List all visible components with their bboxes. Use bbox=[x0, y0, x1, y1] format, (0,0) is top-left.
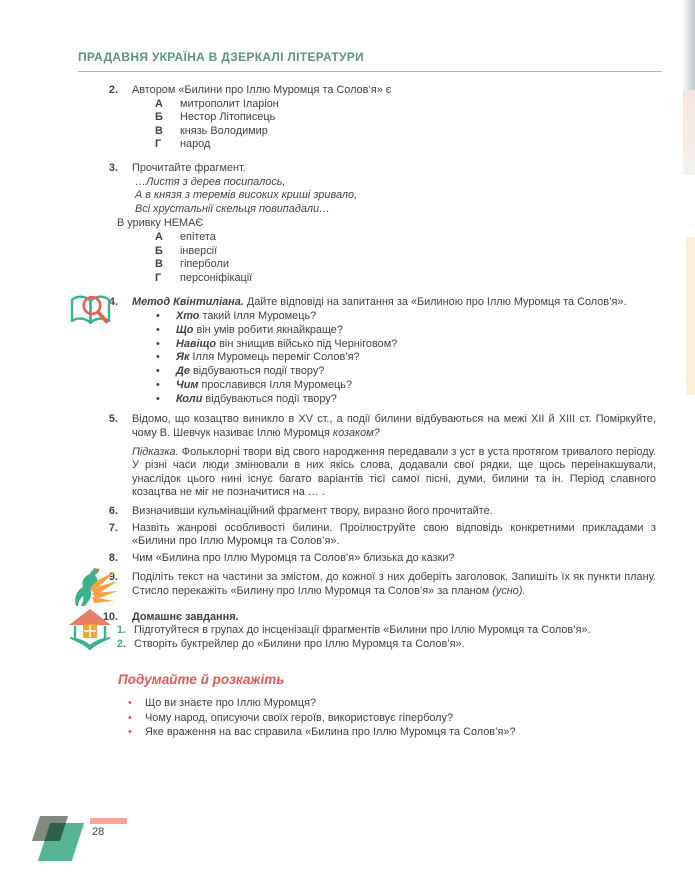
list-item bbox=[78, 696, 656, 711]
list-item bbox=[132, 351, 656, 365]
question-number: 6. bbox=[108, 505, 118, 518]
answer-option bbox=[132, 231, 656, 245]
question-number: 4. bbox=[108, 296, 118, 309]
quote-line: А в князя з теремів високих криші зривало, bbox=[135, 189, 358, 202]
option-letter: В bbox=[155, 124, 163, 137]
bullet-text: Ілля Муромець переміг Солов’я? bbox=[192, 351, 360, 364]
subitem-text: Створіть буктрейлер до «Билини про Іллю Муромця та Солов’я». bbox=[134, 637, 465, 650]
question-number: 7. bbox=[108, 521, 118, 534]
question-text: Назвіть жанрові особливості билини. Проілюструйте свою відповідь конкретними прикладами з «Билини про Іллю Муромця та Солов’я». bbox=[132, 521, 656, 548]
method-label: Метод Квінтиліана. bbox=[132, 296, 244, 309]
question-word: Навіщо bbox=[176, 337, 217, 350]
hint-label: Підказка. bbox=[132, 445, 179, 458]
bullet-text: Яке враження на вас справила «Билина про Іллю Муромця та Солов’я»? bbox=[145, 726, 516, 739]
question-text: Поділіть текст на частини за змістом, до кожної з них доберіть заголовок. Запишіть їх як пункти плану. Стисло перекажіть «Билину про Іллю Муромця та Солов’я» за планом (усно). bbox=[132, 571, 656, 598]
question-word: Як bbox=[176, 351, 190, 364]
question-number: 5. bbox=[108, 413, 118, 426]
option-letter: В bbox=[155, 258, 163, 271]
option-text: князь Володимир bbox=[180, 124, 268, 137]
option-text: Нестор Літописець bbox=[180, 111, 276, 124]
bullet-dot bbox=[156, 338, 164, 352]
bullet-text: він умів робити якнайкраще? bbox=[196, 323, 343, 336]
bullet-dot bbox=[128, 711, 136, 726]
option-text: інверсії bbox=[180, 244, 218, 257]
bullet-dot bbox=[156, 379, 164, 393]
house-book-icon bbox=[67, 608, 113, 657]
bullet-text: відбуваються події твору? bbox=[192, 365, 325, 378]
option-text: гіперболи bbox=[180, 258, 229, 271]
list-item bbox=[132, 365, 656, 379]
question-6 bbox=[78, 505, 656, 519]
chapter-header: ПРАДАВНЯ УКРАЇНА В ДЗЕРКАЛІ ЛІТЕРАТУРИ bbox=[78, 50, 662, 72]
option-letter: А bbox=[155, 97, 163, 110]
answer-option bbox=[132, 111, 656, 125]
bullet-dot bbox=[156, 393, 164, 407]
answer-option bbox=[132, 125, 656, 139]
bullet-text: Чому народ, описуючи своїх героїв, використовує гіперболу? bbox=[145, 711, 454, 724]
option-letter: Б bbox=[155, 244, 163, 257]
question-3 bbox=[78, 162, 656, 285]
list-item bbox=[132, 338, 656, 352]
list-item bbox=[132, 379, 656, 393]
list-item bbox=[78, 725, 656, 740]
question-8 bbox=[78, 552, 656, 566]
answer-option bbox=[132, 258, 656, 272]
homework-item bbox=[116, 624, 656, 638]
bullet-dot bbox=[156, 310, 164, 324]
answer-option bbox=[132, 98, 656, 112]
question-number: 8. bbox=[108, 551, 118, 564]
bullet-dot bbox=[156, 351, 164, 365]
question-text bbox=[132, 296, 656, 310]
question-text: Автором «Билини про Іллю Муромця та Солов’я» є bbox=[132, 84, 392, 96]
question-2 bbox=[78, 84, 656, 152]
think-section-title: Подумайте й розкажіть bbox=[118, 672, 285, 688]
question-word: Хто bbox=[176, 309, 200, 322]
subitem-number: 2. bbox=[116, 637, 126, 650]
subitem-number: 1. bbox=[116, 624, 126, 637]
question-text-rest: Дайте відповіді на запитання за «Билиною про Іллю Муромця та Солов’я». bbox=[243, 296, 627, 309]
answer-option bbox=[132, 272, 656, 286]
adjacent-page-edge-cream bbox=[686, 237, 695, 395]
bullet-dot bbox=[128, 696, 136, 711]
emphasized-word: (усно). bbox=[492, 585, 526, 598]
book-magnifier-icon bbox=[68, 292, 114, 335]
page-content bbox=[78, 84, 656, 740]
option-text: епітета bbox=[180, 230, 216, 243]
option-letter: Г bbox=[155, 138, 162, 151]
question-word: Чим bbox=[176, 378, 199, 391]
list-item bbox=[132, 324, 656, 338]
question-text: Чим «Билина про Іллю Муромця та Солов’я» близька до казки? bbox=[132, 551, 455, 564]
bullet-dot bbox=[128, 725, 136, 740]
homework-item bbox=[116, 637, 656, 652]
question-number: 2. bbox=[108, 84, 118, 96]
homework-title: Домашнє завдання. bbox=[132, 610, 239, 623]
option-text: митрополит Іларіон bbox=[180, 97, 279, 110]
question-number: 3. bbox=[108, 161, 118, 174]
question-text: Прочитайте фрагмент. bbox=[132, 161, 246, 174]
list-item bbox=[132, 310, 656, 324]
bullet-text: прославився Ілля Муромець? bbox=[201, 378, 353, 391]
question-4 bbox=[78, 296, 656, 406]
answer-option bbox=[132, 138, 656, 152]
option-letter: Г bbox=[155, 271, 162, 284]
option-letter: Б bbox=[155, 111, 163, 124]
question-text: Визначивши кульмінаційний фрагмент твору, виразно його прочитайте. bbox=[132, 505, 493, 518]
adjacent-page-edge-photo bbox=[683, 90, 695, 175]
question-number: 10. bbox=[102, 610, 118, 623]
option-text: персоніфікації bbox=[180, 271, 253, 284]
option-letter: А bbox=[155, 230, 163, 243]
option-text: народ bbox=[180, 138, 211, 151]
bullet-dot bbox=[156, 324, 164, 338]
footer-salmon-bar bbox=[90, 818, 127, 824]
question-9 bbox=[78, 571, 656, 598]
emphasized-word: козаком? bbox=[332, 427, 380, 440]
question-word: Що bbox=[176, 323, 194, 336]
pegasus-icon bbox=[64, 565, 118, 612]
hint-paragraph: Підказка. Фольклорні твори від свого народження передавали з уст в уста протягом тривалого періоду. У різні часи люди змінювали в них якісь слова, додавали свої рядки, ще щось переінакшували, унаслідок цього нині існує багато варіантів тієї самої пісні, думи, билини та ін. Період славного козацтва не міг не позначитися на … . bbox=[132, 445, 656, 499]
question-stem: В уривку НЕМАЄ bbox=[117, 217, 204, 230]
answer-option bbox=[132, 245, 656, 259]
question-word: Де bbox=[176, 365, 190, 378]
subitem-text: Підготуйтеся в групах до інсценізації фрагментів «Билини про Іллю Муромця та Солов’я». bbox=[134, 624, 591, 637]
question-text: Відомо, що козацтво виникло в XV ст., а події билини відбуваються на межі XII й XIII ст. Поміркуйте, чому В. Шевчук називає Іллю Муромця козаком? bbox=[132, 413, 656, 440]
quote-line: …Листя з дерев посипалось, bbox=[135, 175, 286, 188]
quote-line: Всі хрустальнії скельця повипадали… bbox=[135, 202, 330, 215]
bullet-dot bbox=[156, 365, 164, 379]
bullet-text: такий Ілля Муромець? bbox=[202, 309, 317, 322]
bullet-text: відбуваються події твору? bbox=[205, 392, 337, 405]
bullet-text: Що ви знаєте про Іллю Муромця? bbox=[145, 696, 317, 709]
page-number: 28 bbox=[92, 826, 105, 838]
question-word: Коли bbox=[176, 392, 203, 405]
question-5 bbox=[78, 413, 656, 500]
question-number: 9. bbox=[108, 571, 118, 584]
list-item bbox=[132, 393, 656, 407]
question-7 bbox=[78, 522, 656, 549]
adjacent-page-edge-top bbox=[682, 0, 695, 90]
list-item bbox=[78, 711, 656, 726]
bullet-text: він знищив військо під Черніговом? bbox=[219, 337, 398, 350]
question-10 bbox=[78, 611, 656, 652]
